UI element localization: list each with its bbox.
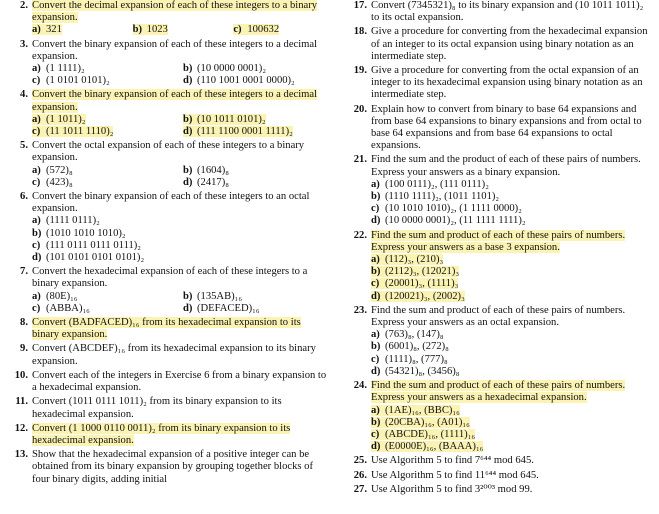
exercise-parts	[371, 254, 651, 303]
exercise-part	[371, 291, 651, 303]
exercise-text	[32, 140, 328, 164]
exercise-text	[371, 154, 651, 178]
part-label: c)	[371, 353, 380, 365]
part-label: a)	[32, 24, 41, 36]
exercise-part	[32, 240, 328, 252]
exercise-prompt: Explain how to convert from binary to base 64 expansions and from base 64 expansions to binary expansions and from octal to base 64 expansions and from base 64 expansions to octal expansions.	[371, 103, 642, 152]
part-value: 321	[46, 24, 62, 36]
part-value: (2417)₈	[197, 176, 229, 188]
exercise-number: 13.	[14, 449, 28, 461]
exercise-text	[371, 470, 651, 482]
part-label: c)	[32, 75, 41, 87]
exercise-prompt: Find the sum and product of each of these pairs of numbers. Express your answers as a hexadecimal expansion.	[371, 380, 626, 404]
exercise-19	[345, 65, 651, 102]
exercise-part	[371, 341, 651, 353]
exercise-text	[371, 26, 651, 63]
exercise-number: 17.	[353, 0, 367, 11]
exercise-24	[345, 380, 651, 453]
part-value: (10 0000 0001)₂	[197, 63, 267, 75]
part-value: (11 1011 1110)₂	[46, 126, 114, 138]
exercise-number: 18.	[353, 26, 367, 38]
exercise-part	[183, 114, 328, 126]
exercise-number: 7.	[20, 266, 28, 278]
part-value: (1AE)₁₆, (BBC)₁₆	[385, 404, 460, 416]
exercise-number: 27.	[353, 483, 367, 495]
exercise-parts	[371, 329, 651, 378]
part-value: (111 0111 0111 0111)₂	[46, 239, 142, 251]
exercise-number: 21.	[353, 154, 367, 166]
exercise-text	[371, 455, 651, 467]
part-label: b)	[183, 290, 193, 302]
exercise-part	[32, 291, 177, 303]
exercise-text	[32, 191, 328, 215]
exercise-text	[371, 65, 651, 102]
exercise-2	[6, 0, 328, 37]
exercise-prompt: Convert (ABCDEF)₁₆ from its hexadecimal expansion to its binary expansion.	[32, 343, 316, 367]
exercise-part	[32, 63, 177, 75]
part-value: (1111)₈, (777)₈	[385, 353, 448, 365]
exercise-part	[371, 441, 651, 453]
exercise-18	[345, 26, 651, 63]
exercise-number: 12.	[14, 422, 28, 434]
part-label: b)	[183, 63, 193, 75]
part-label: d)	[371, 215, 381, 227]
exercise-part	[32, 252, 328, 264]
part-value: (2112)₃, (12021)₃	[385, 266, 460, 278]
exercise-7	[6, 266, 328, 315]
part-value: (54321)₈, (3456)₈	[385, 365, 460, 377]
exercise-text	[32, 449, 328, 486]
exercise-parts	[371, 405, 651, 454]
part-value: (10 1011 0101)₂	[197, 113, 266, 125]
part-value: (ABBA)₁₆	[46, 302, 90, 314]
exercise-text	[371, 230, 651, 254]
part-value: (1 1111)₂	[46, 63, 85, 75]
exercise-number: 19.	[353, 65, 367, 77]
exercise-prompt: Convert the binary expansion of each of these integers to an octal expansion.	[32, 191, 310, 215]
exercise-part	[371, 278, 651, 290]
exercise-part	[183, 303, 328, 315]
exercise-21	[345, 154, 651, 227]
exercise-part	[371, 266, 651, 278]
part-label: d)	[371, 290, 381, 302]
exercise-part	[183, 165, 328, 177]
part-label: c)	[32, 302, 41, 314]
part-label: b)	[132, 24, 143, 36]
part-value: (20CBA)₁₆, (A01)₁₆	[385, 416, 470, 428]
part-value: (763)₈, (147)₈	[385, 329, 444, 341]
exercise-text	[32, 370, 328, 394]
part-label: c)	[371, 278, 380, 290]
exercise-number: 11.	[15, 396, 28, 408]
exercise-part	[32, 177, 177, 189]
exercise-text	[32, 0, 328, 24]
exercise-part	[183, 177, 328, 189]
part-label: c)	[32, 176, 41, 188]
exercise-number: 23.	[353, 304, 367, 316]
exercise-4	[6, 89, 328, 138]
exercise-prompt: Convert the decimal expansion of each of these integers to a binary expansion.	[32, 0, 318, 24]
exercise-part	[183, 75, 328, 87]
exercise-parts	[32, 63, 328, 87]
exercise-parts	[32, 215, 328, 264]
exercise-part	[371, 191, 651, 203]
part-label: d)	[32, 252, 42, 264]
part-value: (1110 1111)₂, (1011 1101)₂	[385, 191, 500, 203]
exercise-parts	[32, 24, 328, 36]
part-label: b)	[371, 191, 381, 203]
part-value: (DEFACED)₁₆	[197, 302, 260, 314]
part-value: (135AB)₁₆	[197, 290, 243, 302]
exercise-20	[345, 104, 651, 153]
exercise-number: 4.	[20, 89, 28, 101]
part-label: d)	[371, 365, 381, 377]
exercise-number: 6.	[20, 191, 28, 203]
part-value: (572)₈	[46, 164, 73, 176]
exercise-part	[32, 215, 328, 227]
exercise-parts	[32, 114, 328, 138]
part-value: (ABCDE)₁₆, (1111)₁₆	[385, 428, 476, 440]
exercise-prompt: Convert (7345321)₈ to its binary expansion and (10 1011 1011)₂ to its octal expansion.	[371, 0, 644, 24]
exercise-text	[371, 484, 651, 496]
exercise-prompt: Convert the octal expansion of each of these integers to a binary expansion.	[32, 140, 305, 164]
exercise-part	[183, 291, 328, 303]
part-label: c)	[32, 239, 41, 251]
exercise-part	[32, 75, 177, 87]
part-value: (110 1001 0001 0000)₂	[197, 75, 295, 87]
exercise-number: 3.	[20, 38, 28, 50]
part-label: a)	[371, 254, 380, 266]
exercise-part	[371, 405, 651, 417]
part-label: c)	[233, 24, 242, 36]
part-label: c)	[32, 126, 41, 138]
part-label: a)	[371, 404, 380, 416]
exercise-number: 20.	[353, 103, 367, 115]
exercise-prompt: Find the sum and the product of each of these pairs of numbers. Express your answers as a binary expansion.	[371, 154, 641, 178]
exercise-text	[32, 423, 328, 447]
exercise-text	[371, 104, 651, 153]
exercise-text	[32, 89, 328, 113]
exercise-part	[233, 24, 328, 36]
part-value: (10 0000 0001)₂, (11 1111 1111)₂	[385, 215, 526, 227]
exercise-number: 5.	[20, 140, 28, 152]
exercise-parts	[32, 291, 328, 315]
part-label: a)	[32, 215, 41, 227]
exercise-text	[32, 266, 328, 290]
part-value: (1010 1010 1010)₂	[46, 227, 126, 239]
part-label: b)	[371, 341, 381, 353]
exercise-11	[6, 396, 328, 420]
part-value: (1 0101 0101)₂	[46, 75, 110, 87]
exercise-text	[32, 317, 328, 341]
exercise-prompt: Find the sum and product of each of these pairs of numbers. Express your answers as an octal expansion.	[371, 304, 626, 329]
exercise-text	[32, 396, 328, 420]
exercise-number: 2.	[20, 0, 28, 11]
exercise-prompt: Use Algorithm 5 to find 11⁶⁴⁴ mod 645.	[371, 469, 539, 481]
exercise-prompt: Convert (1011 0111 1011)₂ from its binary expansion to its hexadecimal expansion.	[32, 396, 282, 420]
exercise-prompt: Give a procedure for converting from the hexadecimal expansion of an integer to its octal expansion using binary notation as an intermediate step.	[371, 26, 648, 62]
part-label: b)	[371, 266, 381, 278]
exercise-10	[6, 370, 328, 394]
part-label: c)	[371, 203, 380, 215]
exercise-part	[32, 126, 177, 138]
exercise-part	[371, 329, 651, 341]
exercise-part	[183, 63, 328, 75]
exercise-number: 25.	[353, 455, 367, 467]
part-value: (E0000E)₁₆, (BAAA)₁₆	[385, 441, 484, 453]
left-column	[6, 0, 328, 488]
exercise-prompt: Convert the binary expansion of each of these integers to a decimal expansion.	[32, 89, 318, 113]
part-label: b)	[32, 227, 42, 239]
exercise-27	[345, 484, 651, 496]
part-label: a)	[371, 178, 380, 190]
part-value: (20001)₃, (1111)₃	[385, 278, 459, 290]
part-value: (101 0101 0101 0101)₂	[46, 252, 145, 264]
exercise-9	[6, 343, 328, 367]
part-value: (112)₃, (210)₃	[385, 254, 444, 266]
right-column	[345, 0, 651, 498]
exercise-number: 22.	[353, 229, 367, 241]
part-value: 1023	[146, 24, 168, 36]
exercise-part	[371, 254, 651, 266]
exercise-part	[371, 354, 651, 366]
exercise-prompt: Show that the hexadecimal expansion of a positive integer can be obtained from its binary expansion by grouping together blocks of four binary digits, adding initial	[32, 449, 313, 485]
exercise-prompt: Use Algorithm 5 to find 7⁶⁴⁴ mod 645.	[371, 455, 534, 467]
part-label: a)	[32, 113, 41, 125]
exercise-part	[32, 165, 177, 177]
exercise-prompt: Use Algorithm 5 to find 3²⁰⁰³ mod 99.	[371, 483, 533, 495]
exercise-6	[6, 191, 328, 264]
exercise-part	[371, 417, 651, 429]
part-label: a)	[32, 63, 41, 75]
exercise-3	[6, 39, 328, 88]
exercise-part	[371, 203, 651, 215]
part-label: a)	[32, 290, 41, 302]
exercise-part	[32, 303, 177, 315]
exercise-22	[345, 230, 651, 303]
exercise-parts	[32, 165, 328, 189]
exercise-part	[371, 366, 651, 378]
part-label: b)	[371, 416, 381, 428]
part-label: b)	[183, 113, 193, 125]
part-value: (120021)₃, (2002)₃	[385, 290, 465, 302]
exercise-prompt: Convert the binary expansion of each of these integers to a decimal expansion.	[32, 38, 318, 62]
exercise-part	[32, 228, 328, 240]
part-value: (1111 0111)₂	[46, 215, 100, 227]
exercise-part	[183, 126, 328, 138]
part-value: (111 1100 0001 1111)₂	[197, 126, 293, 138]
part-label: c)	[371, 428, 380, 440]
exercise-prompt: Convert (BADFACED)₁₆ from its hexadecimal expansion to its binary expansion.	[32, 317, 301, 341]
exercise-number: 24.	[353, 380, 367, 392]
part-label: a)	[371, 329, 380, 341]
exercise-part	[133, 24, 228, 36]
part-value: (100 0111)₂, (111 0111)₂	[385, 178, 489, 190]
exercise-26	[345, 470, 651, 482]
exercise-text	[32, 343, 328, 367]
part-value: (6001)₈, (272)₈	[385, 341, 449, 353]
exercise-part	[371, 215, 651, 227]
exercise-25	[345, 455, 651, 467]
part-label: a)	[32, 164, 41, 176]
exercise-prompt: Give a procedure for converting from the octal expansion of an integer to its hexadecimal expansion using binary notation as an intermediate step.	[371, 65, 643, 101]
exercise-parts	[371, 179, 651, 228]
exercise-prompt: Convert the hexadecimal expansion of each of these integers to a binary expansion.	[32, 266, 308, 290]
exercise-12	[6, 423, 328, 447]
exercise-text	[371, 0, 651, 24]
exercise-23	[345, 305, 651, 378]
exercise-part	[371, 429, 651, 441]
exercise-number: 10.	[14, 369, 28, 381]
part-value: 100632	[247, 24, 280, 36]
part-value: (10 1010 1010)₂, (1 1111 0000)₂	[385, 203, 522, 215]
part-label: d)	[183, 126, 193, 138]
exercise-13	[6, 449, 328, 486]
exercise-text	[32, 39, 328, 63]
part-value: (1604)₈	[197, 164, 229, 176]
part-label: d)	[183, 75, 193, 87]
exercise-part	[32, 24, 127, 36]
exercise-prompt: Convert (1 1000 0110 0011)₂ from its binary expansion to its hexadecimal expansion.	[32, 422, 291, 446]
part-value: (80E)₁₆	[46, 290, 78, 302]
exercise-number: 26.	[353, 469, 367, 481]
exercise-text	[371, 380, 651, 404]
exercise-5	[6, 140, 328, 189]
exercise-17	[345, 0, 651, 24]
exercise-text	[371, 305, 651, 329]
exercise-number: 8.	[20, 317, 28, 329]
part-value: (423)₈	[46, 176, 73, 188]
exercise-8	[6, 317, 328, 341]
part-value: (1 1011)₂	[46, 113, 86, 125]
exercise-part	[371, 179, 651, 191]
part-label: b)	[183, 164, 193, 176]
exercise-number: 9.	[20, 343, 28, 355]
exercise-prompt: Find the sum and product of each of these pairs of numbers. Express your answers as a base 3 expansion.	[371, 229, 626, 253]
part-label: d)	[371, 441, 381, 453]
part-label: d)	[183, 302, 193, 314]
part-label: d)	[183, 176, 193, 188]
exercise-part	[32, 114, 177, 126]
exercise-prompt: Convert each of the integers in Exercise 6 from a binary expansion to a hexadecimal expansion.	[32, 369, 327, 394]
